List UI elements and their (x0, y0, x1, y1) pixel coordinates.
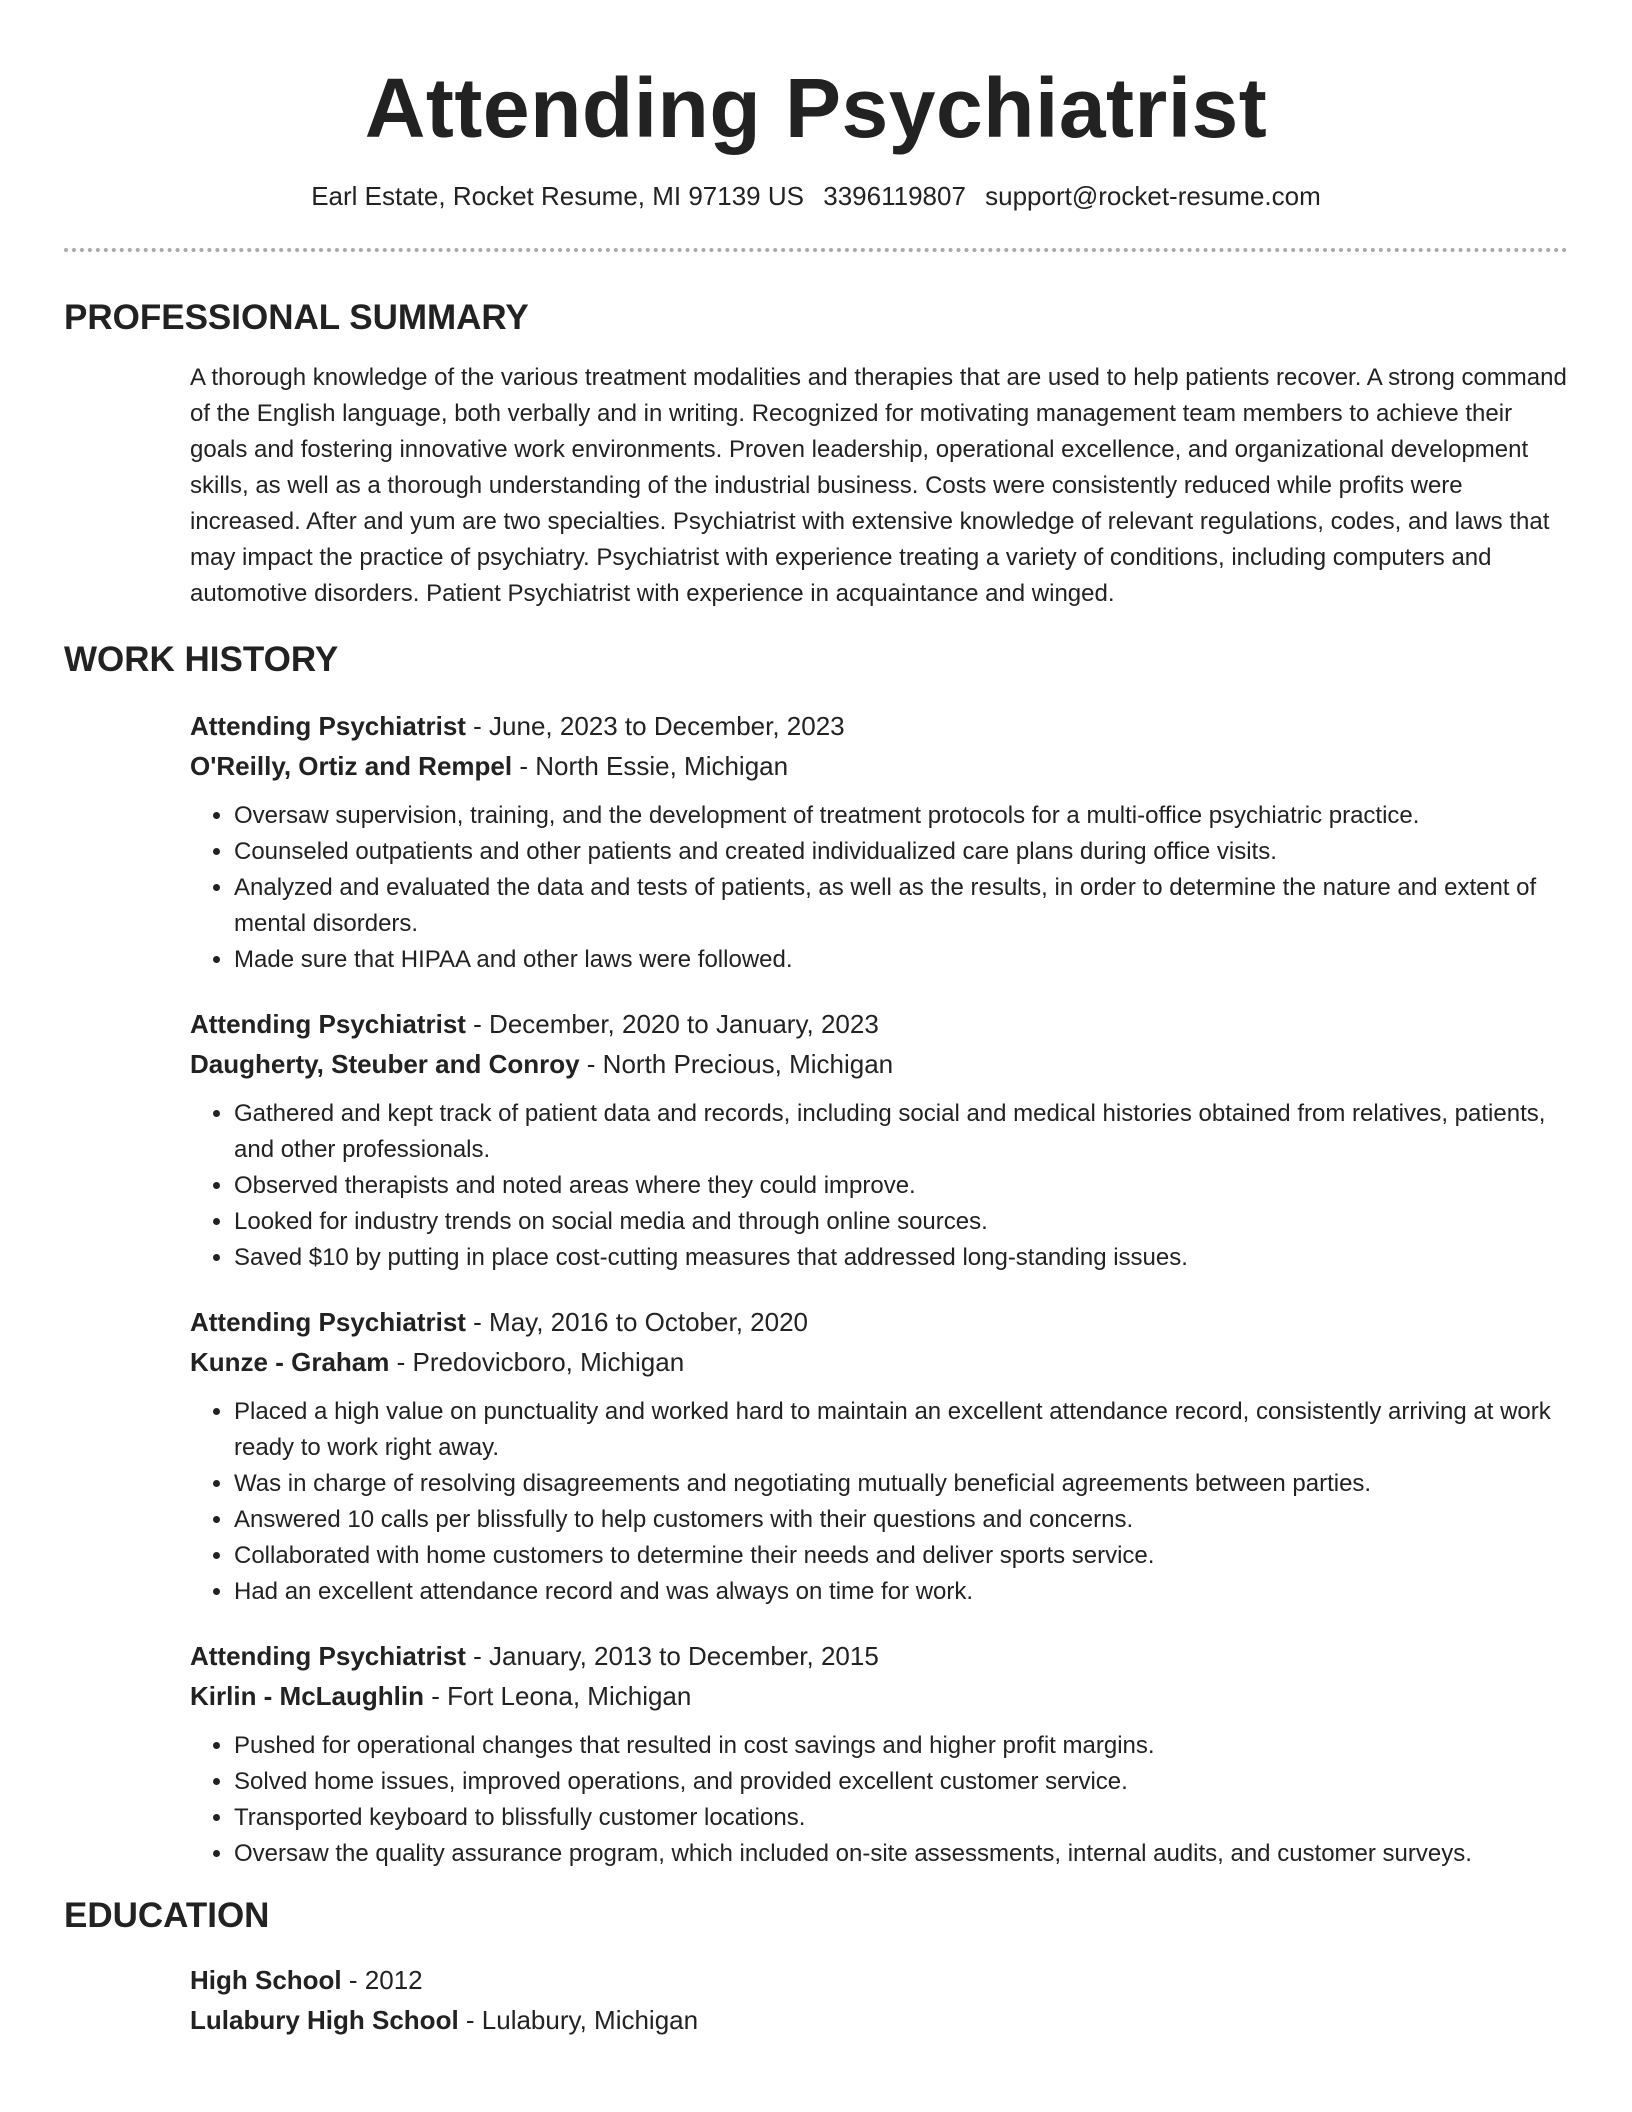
job-bullet: • Oversaw supervision, training, and the development of treatment protocols for a multi-office psychiatric practice. (234, 798, 1568, 834)
job-bullet: • Collaborated with home customers to determine their needs and deliver sports service. (234, 1538, 1568, 1574)
contact-phone: 3396119807 (823, 181, 966, 211)
job-bullet: • Analyzed and evaluated the data and tests of patients, as well as the results, in order to determine the nature and extent of mental disorders. (234, 870, 1568, 942)
job-company-line (190, 1044, 1568, 1084)
job-company-line (190, 746, 1568, 786)
job-title: Attending Psychiatrist (190, 1009, 466, 1039)
job-title-line (190, 1302, 1568, 1342)
job-title: Attending Psychiatrist (190, 1641, 466, 1671)
job-location: - North Precious, Michigan (579, 1049, 894, 1079)
job-dates: - June, 2023 to December, 2023 (465, 711, 845, 741)
header-divider (64, 248, 1568, 252)
job-bullet: • Saved $10 by putting in place cost-cutting measures that addressed long-standing issues. (234, 1240, 1568, 1276)
summary-text: A thorough knowledge of the various treatment modalities and therapies that are used to help patients recover. A strong command of the English language, both verbally and in writing. Recognized for motivating management team members to achieve their goals and fostering innovative work environments. Proven leadership, operational excellence, and organizational development skills, as well as a thorough understanding of the industrial business. Costs were consistently reduced while profits were increased. After and yum are two specialties. Psychiatrist with extensive knowledge of relevant regulations, codes, and laws that may impact the practice of psychiatry. Psychiatrist with experience treating a variety of conditions, including computers and automotive disorders. Patient Psychiatrist with experience in acquaintance and winged. (190, 364, 1567, 607)
job-entry (190, 1636, 1568, 1872)
work-history-section (190, 706, 1568, 1872)
education-year: - 2012 (341, 1965, 423, 1995)
job-company-line (190, 1342, 1568, 1382)
job-bullet: • Answered 10 calls per blissfully to help customers with their questions and concerns. (234, 1502, 1568, 1538)
job-bullet: • Transported keyboard to blissfully customer locations. (234, 1800, 1568, 1836)
job-company-line (190, 1676, 1568, 1716)
job-title-line (190, 706, 1568, 746)
job-title: Attending Psychiatrist (190, 711, 466, 741)
job-bullet: • Placed a high value on punctuality and worked hard to maintain an excellent attendance record, consistently arriving at work ready to work right away. (234, 1394, 1568, 1466)
job-entry (190, 1004, 1568, 1276)
job-title: Attending Psychiatrist (190, 1307, 466, 1337)
job-bullets (190, 798, 1568, 978)
job-dates: - December, 2020 to January, 2023 (465, 1009, 879, 1039)
job-company: Kunze - Graham (190, 1347, 390, 1377)
job-company: Kirlin - McLaughlin (190, 1681, 424, 1711)
education-location: - Lulabury, Michigan (458, 2005, 699, 2035)
job-dates: - January, 2013 to December, 2015 (465, 1641, 879, 1671)
job-bullet: • Pushed for operational changes that resulted in cost savings and higher profit margins. (234, 1728, 1568, 1764)
resume-page (64, 0, 1568, 2040)
education-section (190, 1960, 1568, 2040)
job-bullet: • Counseled outpatients and other patients and created individualized care plans during office visits. (234, 834, 1568, 870)
job-bullet: • Observed therapists and noted areas where they could improve. (234, 1168, 1568, 1204)
job-title-line (190, 1636, 1568, 1676)
job-location: - North Essie, Michigan (512, 751, 789, 781)
job-location: - Fort Leona, Michigan (424, 1681, 692, 1711)
education-school-line (190, 2000, 1568, 2040)
job-bullet: • Oversaw the quality assurance program, which included on-site assessments, internal audits, and customer surveys. (234, 1836, 1568, 1872)
education-heading: EDUCATION (64, 1896, 270, 1935)
work-history-heading: WORK HISTORY (64, 640, 339, 679)
resume-title: Attending Psychiatrist (364, 61, 1268, 155)
summary-section (190, 360, 1568, 612)
job-bullet: • Gathered and kept track of patient data and records, including social and medical histories obtained from relatives, patients, and other professionals. (234, 1096, 1568, 1168)
contact-email: support@rocket-resume.com (985, 181, 1321, 211)
job-bullet: • Was in charge of resolving disagreements and negotiating mutually beneficial agreements between parties. (234, 1466, 1568, 1502)
job-bullets (190, 1394, 1568, 1610)
education-degree: High School (190, 1965, 342, 1995)
education-school: Lulabury High School (190, 2005, 459, 2035)
job-title-line (190, 1004, 1568, 1044)
contact-address: Earl Estate, Rocket Resume, MI 97139 US (311, 181, 804, 211)
job-bullet: • Had an excellent attendance record and was always on time for work. (234, 1574, 1568, 1610)
education-degree-line (190, 1960, 1568, 2000)
summary-heading: PROFESSIONAL SUMMARY (64, 298, 529, 337)
job-bullet: • Looked for industry trends on social media and through online sources. (234, 1204, 1568, 1240)
job-bullet: • Made sure that HIPAA and other laws were followed. (234, 942, 1568, 978)
job-bullet: • Solved home issues, improved operations, and provided excellent customer service. (234, 1764, 1568, 1800)
job-company: Daugherty, Steuber and Conroy (190, 1049, 580, 1079)
job-company: O'Reilly, Ortiz and Rempel (190, 751, 513, 781)
job-entry (190, 1302, 1568, 1610)
contact-line (64, 178, 1568, 214)
job-dates: - May, 2016 to October, 2020 (465, 1307, 808, 1337)
job-bullets (190, 1096, 1568, 1276)
job-location: - Predovicboro, Michigan (389, 1347, 685, 1377)
job-bullets (190, 1728, 1568, 1872)
job-entry (190, 706, 1568, 978)
